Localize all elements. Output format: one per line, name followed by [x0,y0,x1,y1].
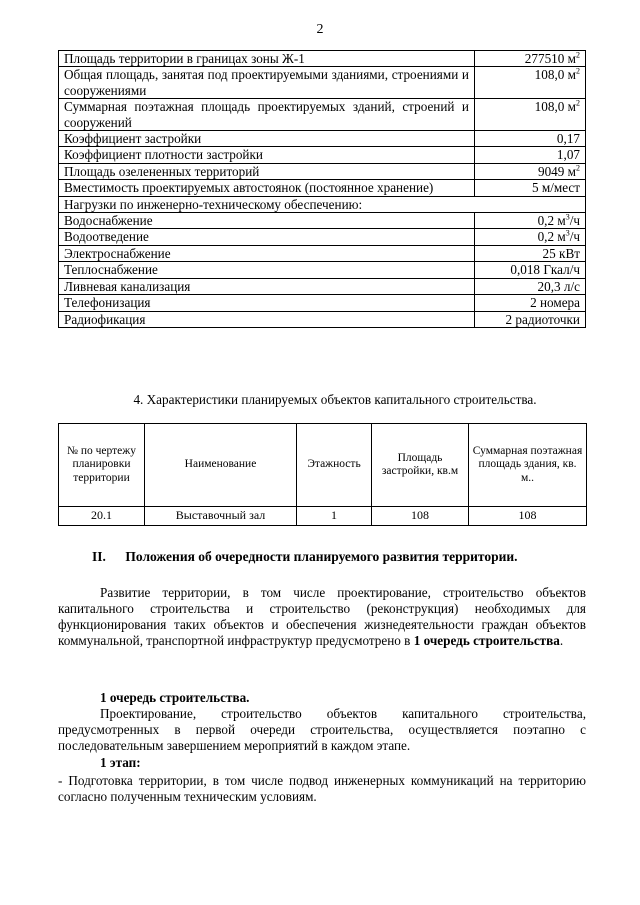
load-label: Теплоснабжение [59,262,475,278]
loads-header: Нагрузки по инженерно-техническому обеспечению: [59,196,586,212]
stage-heading: 1 очередь строительства. [100,690,250,705]
indicator-label: Коэффициент застройки [59,131,475,147]
column-header: Площадь застройки, кв.м [372,424,469,507]
indicator-value: 277510 $м^2$ [475,51,586,67]
table-row [59,99,586,131]
column-header: Наименование [145,424,297,507]
indicator-label: Площадь озелененных территорий [59,163,475,179]
table-row [59,131,586,147]
development-paragraph: Развитие территории, в том числе проектирование, строительство объектов капитального строительства и строительство (реконструкция) необходимых для функционирования таких объектов и обеспечения жизнедеятельности граждан объектов коммунальной, транспортной инфраструктур предусмотрено в 1 очередь строительства. [58,585,586,648]
stage-paragraph: Проектирование, строительство объектов капитального строительства, предусмотренных в первой очереди строительства, осуществляется поэтапно с последовательным завершением мероприятий в каждом этапе. [58,706,586,753]
column-header: Суммарная поэтажная площадь здания, кв. м.. [469,424,587,507]
load-label: Водоотведение [59,229,475,245]
table-row [59,229,586,245]
load-label: Ливневая канализация [59,278,475,294]
indicator-value: 108,0 $м^2$ [475,99,586,131]
table-row [59,147,586,163]
column-header: Этажность [297,424,372,507]
section2-heading [92,549,518,565]
table-row [59,163,586,179]
load-label: Радиофикация [59,311,475,327]
table-row [59,295,586,311]
indicator-value: 1,07 [475,147,586,163]
table-row [59,507,587,526]
indicator-value: 5 м/мест [475,180,586,196]
objects-table [58,423,587,526]
load-value: 0,2 $м^3/ч$ [475,229,586,245]
load-value: 2 номера [475,295,586,311]
indicators-table [58,50,586,328]
indicator-label: Площадь территории в границах зоны Ж-1 [59,51,475,67]
table-cell: 20.1 [59,507,145,526]
indicator-label: Вместимость проектируемых автостоянок (постоянное хранение) [59,180,475,196]
indicator-value: 108,0 $м^2$ [475,67,586,99]
load-value: 0,2 $м^3/ч$ [475,213,586,229]
table-row [59,67,586,99]
table-row [59,180,586,196]
indicator-label: Суммарная поэтажная площадь проектируемых зданий, строений и сооружений [59,99,475,131]
table-cell: Выставочный зал [145,507,297,526]
table-row [59,311,586,327]
step-heading: 1 этап: [100,755,141,770]
load-label: Водоснабжение [59,213,475,229]
table-row [59,278,586,294]
indicator-value: 0,17 [475,131,586,147]
table-row [59,262,586,278]
step-paragraph: - Подготовка территории, в том числе подвод инженерных коммуникаций на территорию согласно полученным техническим условиям. [58,773,586,804]
table-row [59,245,586,261]
section4-caption: 4. Характеристики планируемых объектов капитального строительства. [133,392,537,407]
load-label: Электроснабжение [59,245,475,261]
table-row [59,51,586,67]
table-row [59,213,586,229]
indicator-label: Коэффициент плотности застройки [59,147,475,163]
indicator-label: Общая площадь, занятая под проектируемыми зданиями, строениями и сооружениями [59,67,475,99]
page-number: 2 [316,22,324,37]
table-cell: 108 [469,507,587,526]
column-header: № по чертежу планировки территории [59,424,145,507]
table-header-row [59,424,587,507]
table-cell: 1 [297,507,372,526]
load-value: 20,3 л/с [475,278,586,294]
section2-number: II. [92,549,106,564]
load-value: 2 радиоточки [475,311,586,327]
load-value: 0,018 Гкал/ч [475,262,586,278]
section2-title: Положения об очередности планируемого развития территории. [125,549,518,564]
table-cell: 108 [372,507,469,526]
indicator-value: 9049 $м^2$ [475,163,586,179]
load-label: Телефонизация [59,295,475,311]
load-value: 25 кВт [475,245,586,261]
table-row [59,196,586,212]
